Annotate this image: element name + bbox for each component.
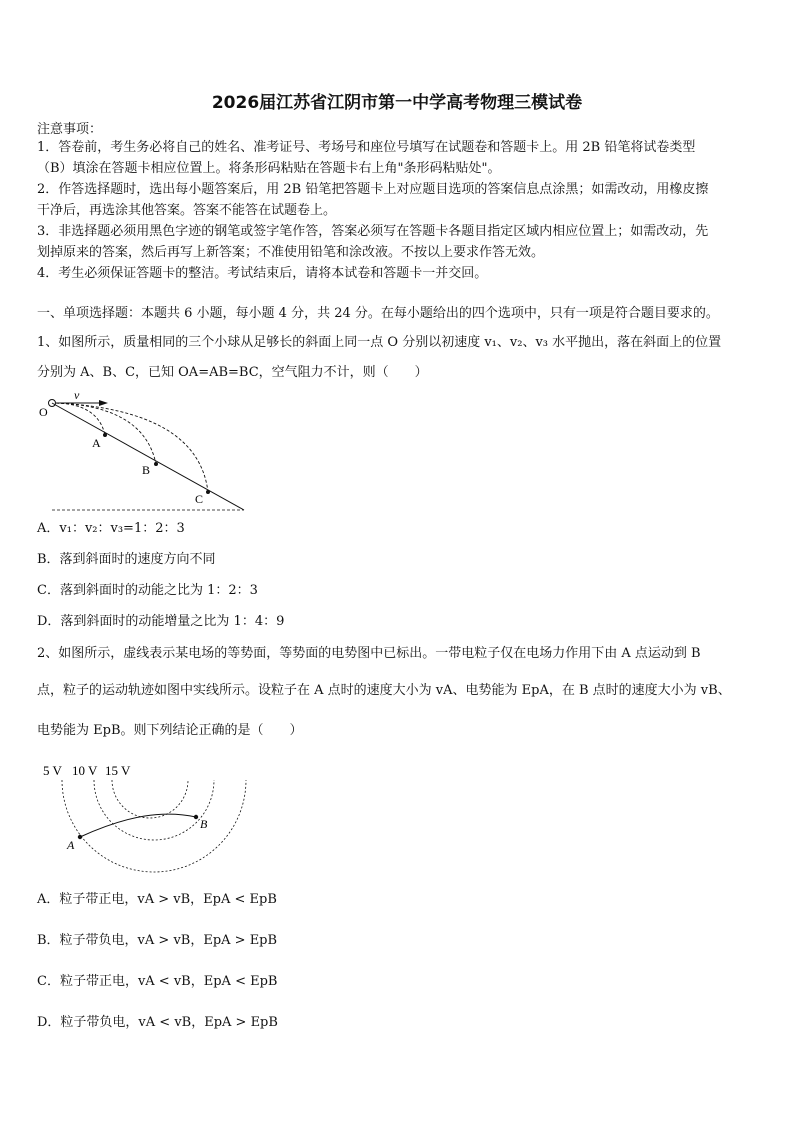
q2-option-b: B．粒子带负电，vA > vB，EpA > EpB bbox=[37, 933, 278, 948]
q2-stem-line-3: 电势能为 EpB。则下列结论正确的是（ ） bbox=[37, 723, 303, 738]
equipotential-10v bbox=[94, 780, 214, 840]
notice-line-2: （B）填涂在答题卡相应位置上。将条形码粘贴在答题卡右上角"条形码粘贴处"。 bbox=[37, 161, 501, 176]
section-heading: 一、单项选择题：本题共 6 小题，每小题 4 分，共 24 分。在每小题给出的四个选项中，只有一项是符合题目要求的。 bbox=[37, 306, 719, 321]
exam-title: 2026届江苏省江阴市第一中学高考物理三模试卷 bbox=[211, 93, 583, 113]
point-a bbox=[103, 433, 107, 437]
label-10v: 10 V bbox=[72, 763, 98, 778]
label-5v: 5 V bbox=[43, 763, 62, 778]
notice-line-7: 4．考生必须保证答题卡的整洁。考试结束后，请将本试卷和答题卡一并交回。 bbox=[37, 266, 488, 281]
particle-trajectory bbox=[80, 814, 196, 837]
q2-option-c: C．粒子带正电，vA < vB，EpA < EpB bbox=[37, 974, 278, 989]
q1-option-c: C．落到斜面时的动能之比为 1：2：3 bbox=[37, 583, 258, 598]
equipotential-5v bbox=[62, 780, 246, 872]
notice-line-5: 3．非选择题必须用黑色字迹的钢笔或签字笔作答，答案必须写在答题卡各题目指定区域内相应位置上；如需改动，先 bbox=[37, 224, 709, 239]
point-c bbox=[206, 490, 210, 494]
q2-stem-line-1: 2、如图所示，虚线表示某电场的等势面，等势面的电势图中已标出。一带电粒子仅在电场力作用下由 A 点运动到 B bbox=[37, 646, 701, 661]
q2-equipotential-figure bbox=[36, 760, 266, 875]
notice-line-4: 干净后，再选涂其他答案。答案不能答在试题卷上。 bbox=[37, 203, 337, 218]
q2-option-a: A．粒子带正电，vA > vB，EpA < EpB bbox=[37, 892, 277, 907]
q2-stem-line-2: 点，粒子的运动轨迹如图中实线所示。设粒子在 A 点时的速度大小为 vA、电势能为 EpA，在 B 点时的速度大小为 vB、 bbox=[37, 683, 731, 698]
label-o: O bbox=[39, 405, 48, 419]
label-b: B bbox=[142, 463, 151, 477]
incline-line bbox=[52, 403, 244, 510]
velocity-arrowhead bbox=[99, 400, 108, 406]
label-b: B bbox=[200, 817, 208, 831]
q2-option-d: D．粒子带负电，vA < vB，EpA > EpB bbox=[37, 1015, 278, 1030]
point-b bbox=[194, 815, 198, 819]
q1-stem-line-1: 1、如图所示，质量相同的三个小球从足够长的斜面上同一点 O 分别以初速度 v₁、v₂、v₃ 水平抛出，落在斜面上的位置 bbox=[37, 335, 722, 350]
q1-stem-line-2: 分别为 A、B、C，已知 OA=AB=BC，空气阻力不计，则（ ） bbox=[37, 365, 428, 380]
q1-option-b: B．落到斜面时的速度方向不同 bbox=[37, 552, 216, 567]
point-a bbox=[78, 835, 82, 839]
notice-line-6: 划掉原来的答案，然后再写上新答案；不准使用铅笔和涂改液。不按以上要求作答无效。 bbox=[37, 245, 545, 260]
notice-line-3: 2．作答选择题时，选出每小题答案后，用 2B 铅笔把答题卡上对应题目选项的答案信息点涂黑；如需改动，用橡皮擦 bbox=[37, 182, 709, 197]
label-c: C bbox=[195, 492, 204, 506]
q1-option-a: A．v₁：v₂：v₃=1：2：3 bbox=[37, 521, 185, 536]
label-v: v bbox=[74, 392, 80, 402]
label-15v: 15 V bbox=[105, 763, 131, 778]
q1-incline-figure bbox=[36, 392, 251, 516]
label-a: A bbox=[92, 436, 101, 450]
point-b bbox=[154, 462, 158, 466]
equipotential-15v bbox=[112, 780, 188, 818]
label-a: A bbox=[67, 838, 75, 852]
notice-line-1: 1．答卷前，考生务必将自己的姓名、准考证号、考场号和座位号填写在试题卷和答题卡上。用 2B 铅笔将试卷类型 bbox=[37, 140, 696, 155]
q1-option-d: D．落到斜面时的动能增量之比为 1：4：9 bbox=[37, 614, 285, 629]
notice-heading: 注意事项： bbox=[37, 122, 103, 137]
